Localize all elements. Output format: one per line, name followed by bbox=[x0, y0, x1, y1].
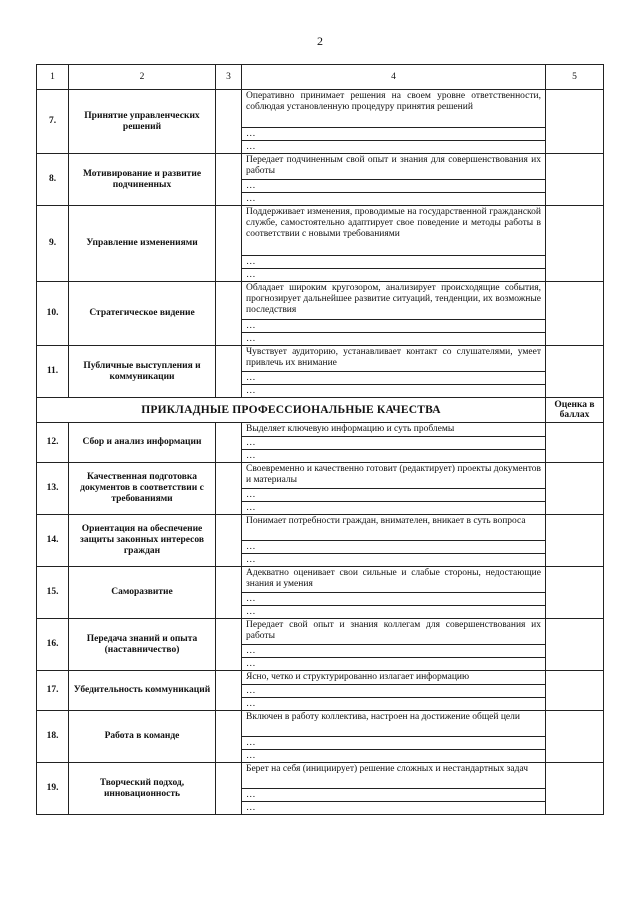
score-cell bbox=[546, 463, 604, 515]
row-number: 11. bbox=[37, 346, 69, 398]
indicator-text: Берет на себя (инициирует) решение сложных и нестандартных задач bbox=[242, 763, 546, 789]
row-number: 19. bbox=[37, 763, 69, 815]
col-header-5: 5 bbox=[546, 65, 604, 90]
score-cell bbox=[546, 763, 604, 815]
empty-cell bbox=[216, 671, 242, 711]
score-column-header: Оценка в баллах bbox=[546, 398, 604, 423]
score-cell bbox=[546, 282, 604, 346]
score-cell bbox=[546, 515, 604, 567]
indicator-placeholder: … bbox=[242, 750, 546, 763]
indicator-placeholder: … bbox=[242, 450, 546, 463]
row-number: 17. bbox=[37, 671, 69, 711]
competency-name: Саморазвитие bbox=[69, 567, 216, 619]
table-row bbox=[37, 206, 604, 256]
indicator-text: Своевременно и качественно готовит (редактирует) проекты документов и материалы bbox=[242, 463, 546, 489]
score-cell bbox=[546, 619, 604, 671]
indicator-placeholder: … bbox=[242, 698, 546, 711]
empty-cell bbox=[216, 567, 242, 619]
indicator-placeholder: … bbox=[242, 193, 546, 206]
competency-name: Сбор и анализ информации bbox=[69, 423, 216, 463]
score-cell bbox=[546, 90, 604, 154]
page-number: 2 bbox=[317, 34, 323, 48]
row-number: 16. bbox=[37, 619, 69, 671]
indicator-placeholder: … bbox=[242, 645, 546, 658]
empty-cell bbox=[216, 282, 242, 346]
empty-cell bbox=[216, 90, 242, 154]
score-cell bbox=[546, 206, 604, 282]
indicator-placeholder: … bbox=[242, 502, 546, 515]
competency-name: Качественная подготовка документов в соответствии с требованиями bbox=[69, 463, 216, 515]
competency-name: Публичные выступления и коммуникации bbox=[69, 346, 216, 398]
indicator-placeholder: … bbox=[242, 128, 546, 141]
table-row bbox=[37, 711, 604, 737]
indicator-placeholder: … bbox=[242, 180, 546, 193]
table-row bbox=[37, 567, 604, 593]
table-row bbox=[37, 463, 604, 489]
indicator-placeholder: … bbox=[242, 333, 546, 346]
indicator-text: Чувствует аудиторию, устанавливает контакт со слушателями, умеет привлечь их внимание bbox=[242, 346, 546, 372]
indicator-placeholder: … bbox=[242, 802, 546, 815]
indicator-placeholder: … bbox=[242, 554, 546, 567]
indicator-text: Оперативно принимает решения на своем уровне ответственности, соблюдая установленную процедуру принятия решений bbox=[242, 90, 546, 128]
indicator-text: Передает подчиненным свой опыт и знания для совершенствования их работы bbox=[242, 154, 546, 180]
row-number: 8. bbox=[37, 154, 69, 206]
table-row bbox=[37, 90, 604, 128]
competency-name: Мотивирование и развитие подчиненных bbox=[69, 154, 216, 206]
indicator-placeholder: … bbox=[242, 437, 546, 450]
row-number: 13. bbox=[37, 463, 69, 515]
row-number: 14. bbox=[37, 515, 69, 567]
indicator-placeholder: … bbox=[242, 606, 546, 619]
table-row bbox=[37, 154, 604, 180]
table-row bbox=[37, 619, 604, 645]
indicator-placeholder: … bbox=[242, 320, 546, 333]
indicator-text: Поддерживает изменения, проводимые на государственной гражданской службе, самостоятельно адаптирует свое поведение и методы работы в соответствии с новыми требованиями bbox=[242, 206, 546, 256]
col-header-2: 2 bbox=[69, 65, 216, 90]
table-row bbox=[37, 423, 604, 437]
competency-name: Работа в команде bbox=[69, 711, 216, 763]
competency-table bbox=[36, 64, 604, 815]
empty-cell bbox=[216, 346, 242, 398]
indicator-placeholder: … bbox=[242, 489, 546, 502]
competency-name: Передача знаний и опыта (наставничество) bbox=[69, 619, 216, 671]
table-row bbox=[37, 515, 604, 541]
indicator-text: Передает свой опыт и знания коллегам для совершенствования их работы bbox=[242, 619, 546, 645]
row-number: 12. bbox=[37, 423, 69, 463]
col-header-1: 1 bbox=[37, 65, 69, 90]
indicator-text: Включен в работу коллектива, настроен на достижение общей цели bbox=[242, 711, 546, 737]
table-row bbox=[37, 282, 604, 320]
competency-name: Принятие управленческих решений bbox=[69, 90, 216, 154]
col-header-3: 3 bbox=[216, 65, 242, 90]
competency-name: Творческий подход, инновационность bbox=[69, 763, 216, 815]
row-number: 10. bbox=[37, 282, 69, 346]
table-row bbox=[37, 346, 604, 372]
section-title: ПРИКЛАДНЫЕ ПРОФЕССИОНАЛЬНЫЕ КАЧЕСТВА bbox=[37, 398, 546, 423]
indicator-text: Адекватно оценивает свои сильные и слабые стороны, недостающие знания и умения bbox=[242, 567, 546, 593]
indicator-placeholder: … bbox=[242, 141, 546, 154]
empty-cell bbox=[216, 206, 242, 282]
indicator-text: Понимает потребности граждан, внимателен, вникает в суть вопроса bbox=[242, 515, 546, 541]
empty-cell bbox=[216, 154, 242, 206]
competency-name: Управление изменениями bbox=[69, 206, 216, 282]
col-header-4: 4 bbox=[242, 65, 546, 90]
row-number: 7. bbox=[37, 90, 69, 154]
empty-cell bbox=[216, 763, 242, 815]
row-number: 15. bbox=[37, 567, 69, 619]
score-cell bbox=[546, 154, 604, 206]
table-row bbox=[37, 671, 604, 685]
empty-cell bbox=[216, 619, 242, 671]
header-row bbox=[37, 65, 604, 90]
indicator-placeholder: … bbox=[242, 372, 546, 385]
empty-cell bbox=[216, 515, 242, 567]
indicator-placeholder: … bbox=[242, 256, 546, 269]
indicator-placeholder: … bbox=[242, 737, 546, 750]
indicator-text: Выделяет ключевую информацию и суть проблемы bbox=[242, 423, 546, 437]
indicator-text: Ясно, четко и структурированно излагает информацию bbox=[242, 671, 546, 685]
row-number: 18. bbox=[37, 711, 69, 763]
competency-name: Стратегическое видение bbox=[69, 282, 216, 346]
indicator-placeholder: … bbox=[242, 269, 546, 282]
indicator-placeholder: … bbox=[242, 385, 546, 398]
indicator-placeholder: … bbox=[242, 658, 546, 671]
indicator-placeholder: … bbox=[242, 685, 546, 698]
competency-name: Ориентация на обеспечение защиты законных интересов граждан bbox=[69, 515, 216, 567]
empty-cell bbox=[216, 463, 242, 515]
competency-name: Убедительность коммуникаций bbox=[69, 671, 216, 711]
indicator-text: Обладает широким кругозором, анализирует происходящие события, прогнозирует дальнейшее развитие ситуаций, тенденции, их возможные последствия bbox=[242, 282, 546, 320]
score-cell bbox=[546, 671, 604, 711]
empty-cell bbox=[216, 711, 242, 763]
row-number: 9. bbox=[37, 206, 69, 282]
score-cell bbox=[546, 423, 604, 463]
indicator-placeholder: … bbox=[242, 593, 546, 606]
score-cell bbox=[546, 346, 604, 398]
table-row bbox=[37, 763, 604, 789]
section-header-row bbox=[37, 398, 604, 423]
indicator-placeholder: … bbox=[242, 789, 546, 802]
score-cell bbox=[546, 567, 604, 619]
empty-cell bbox=[216, 423, 242, 463]
score-cell bbox=[546, 711, 604, 763]
indicator-placeholder: … bbox=[242, 541, 546, 554]
